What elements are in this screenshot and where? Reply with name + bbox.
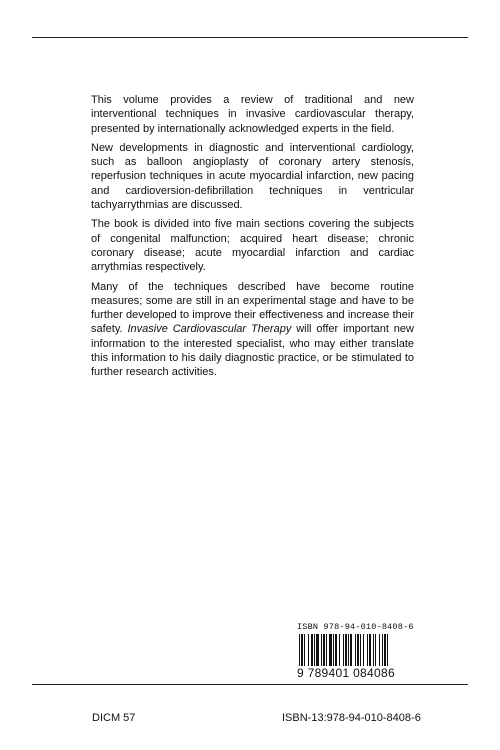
barcode-bar xyxy=(301,634,303,666)
barcode-bar xyxy=(329,634,332,666)
barcode-bar xyxy=(343,634,344,666)
barcode-bar xyxy=(350,634,352,666)
barcode-bars xyxy=(299,634,421,666)
barcode-bar xyxy=(375,634,376,666)
barcode-bar xyxy=(323,634,325,666)
footer-isbn: ISBN-13:978-94-010-8408-6 xyxy=(282,712,421,724)
isbn-barcode xyxy=(297,622,423,681)
back-cover-blurb xyxy=(91,93,414,385)
blurb-paragraph-4-end: will offer important new information to the interested specialist, who may either translate this information to his daily diagnostic practice, or be stimulated to further research activities. xyxy=(91,323,414,379)
barcode-bar xyxy=(326,634,327,666)
barcode-bar xyxy=(363,634,364,666)
barcode-bar xyxy=(345,634,347,666)
barcode-bar xyxy=(379,634,380,666)
barcode-bar xyxy=(308,634,309,666)
barcode-bar xyxy=(348,634,349,666)
top-rule xyxy=(32,37,468,38)
barcode-bar xyxy=(335,634,337,666)
barcode-bar xyxy=(314,634,315,666)
series-code: DICM 57 xyxy=(92,712,136,724)
barcode-bar xyxy=(367,634,368,666)
blurb-paragraph-2: New developments in diagnostic and interventional cardiology, such as balloon angioplasty of coronary artery stenosis, reperfusion techniques in acute myocardial infarction, new pacing and cardioversion-defibrillation techniques in ventricular tachyarrythmias are discussed. xyxy=(91,141,414,212)
bottom-rule xyxy=(32,684,468,685)
barcode-bar xyxy=(360,634,361,666)
barcode-digits: 9 789401 084086 xyxy=(297,666,395,680)
barcode-bar xyxy=(304,634,305,666)
blurb-paragraph-1: This volume provides a review of traditional and new interventional techniques in invasive cardiovascular therapy, presented by internationally acknowledged experts in the field. xyxy=(91,94,414,135)
barcode-bar xyxy=(384,634,386,666)
barcode-bar xyxy=(369,634,371,666)
barcode-bar xyxy=(311,634,313,666)
barcode-bar xyxy=(339,634,340,666)
book-title: Invasive Cardiovascular Therapy xyxy=(127,323,292,336)
barcode-bar xyxy=(357,634,359,666)
barcode-bar xyxy=(299,634,300,666)
barcode-bar xyxy=(316,634,319,666)
barcode-bar xyxy=(321,634,322,666)
blurb-paragraph-3: The book is divided into five main sections covering the subjects of congenital malfunction; acquired heart disease; chronic coronary disease; acute myocardial infarction and cardiac arrythmias respectively. xyxy=(91,218,414,274)
barcode-bar xyxy=(382,634,383,666)
blurb-paragraph-4 xyxy=(91,280,414,380)
barcode-bar xyxy=(373,634,374,666)
blurb-paragraph-4-start: Many of the techniques described have become routine measures; some are still in an experimental stage and have to be further developed to improve their effectiveness and increase their safety. xyxy=(91,280,414,336)
barcode-bar xyxy=(387,634,388,666)
barcode-bar xyxy=(333,634,334,666)
barcode-isbn-label: ISBN 978-94-010-8408-6 xyxy=(297,622,414,632)
barcode-bar xyxy=(355,634,356,666)
